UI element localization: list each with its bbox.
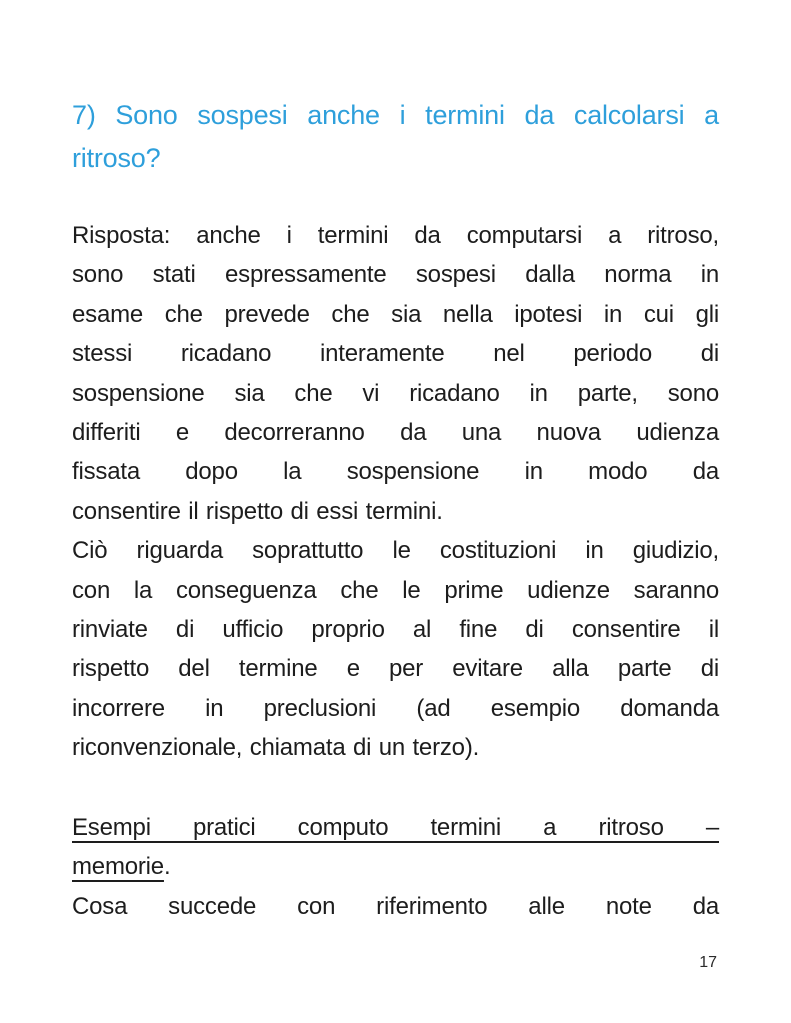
page-number: 17 [699, 954, 717, 971]
body-line: sono stati espressamente sospesi dalla norma in [72, 261, 719, 289]
underlined-word: memorie [72, 853, 164, 881]
body-line: Cosa succede con riferimento alle note da [72, 892, 719, 920]
body-line: fissata dopo la sospensione in modo da [72, 458, 719, 486]
body-line: rinviate di ufficio proprio al fine di consentire il [72, 616, 719, 644]
body-line: consentire il rispetto di essi termini. [72, 497, 443, 525]
paragraph-cio [72, 531, 719, 767]
body-line: stessi ricadano interamente nel periodo di [72, 340, 719, 368]
subheading-esempi [72, 808, 719, 887]
body-line: riconvenzionale, chiamata di un terzo). [72, 734, 480, 762]
body-line: rispetto del termine e per evitare alla parte di [72, 655, 719, 683]
body-line: sospensione sia che vi ricadano in parte, sono [72, 379, 719, 407]
body-line: Risposta: anche i termini da computarsi a ritroso, [72, 222, 719, 249]
paragraph-risposta [72, 216, 719, 531]
subheading-line [72, 847, 719, 886]
page-content [72, 94, 719, 926]
body-line: esame che prevede che sia nella ipotesi in cui gli [72, 300, 719, 328]
heading-line: 7) Sono sospesi anche i termini da calcolarsi a [72, 100, 719, 130]
heading-line: ritroso? [72, 143, 161, 173]
paragraph-cosa [72, 887, 719, 926]
body-line: Ciò riguarda soprattutto le costituzioni in giudizio, [72, 537, 719, 565]
body-line: incorrere in preclusioni (ad esempio domanda [72, 694, 719, 722]
question-heading [72, 94, 719, 180]
body-line: con la conseguenza che le prime udienze saranno [72, 576, 719, 604]
subheading-suffix: . [163, 853, 171, 881]
body-line: differiti e decorreranno da una nuova udienza [72, 419, 719, 447]
subheading-line-underlined: Esempi pratici computo termini a ritroso – [72, 813, 719, 841]
